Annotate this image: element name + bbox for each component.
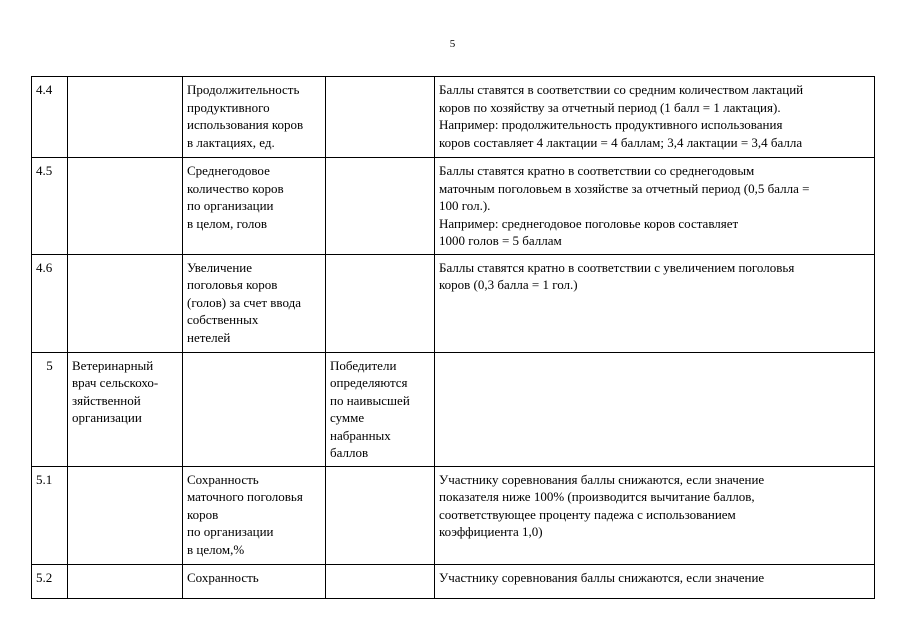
- indicator-cell: Среднегодовое количество коров по организации в целом, голов: [183, 158, 326, 255]
- rules-cell: Баллы ставятся кратно в соответствии со среднегодовым маточным поголовьем в хозяйстве за отчетный период (0,5 балла = 100 гол.). Например: среднегодовое поголовье коров составляет 1000 голов = 5 баллам: [435, 158, 875, 255]
- row-number: 5.1: [32, 466, 68, 564]
- winners-cell-empty: [326, 158, 435, 255]
- nomination-cell-empty: [68, 158, 183, 255]
- criteria-table: [31, 76, 875, 599]
- row-number: 4.4: [32, 77, 68, 158]
- rules-cell-empty: [435, 352, 875, 466]
- winners-cell-empty: [326, 564, 435, 598]
- rules-cell: Участнику соревнования баллы снижаются, если значение: [435, 564, 875, 598]
- winners-cell-empty: [326, 254, 435, 352]
- page-number: 5: [449, 38, 456, 50]
- winners-cell-empty: [326, 77, 435, 158]
- indicator-cell: Сохранность маточного поголовья коров по организации в целом,%: [183, 466, 326, 564]
- row-number: 5: [32, 352, 68, 466]
- indicator-cell: Продолжительность продуктивного использования коров в лактациях, ед.: [183, 77, 326, 158]
- nomination-cell-empty: [68, 564, 183, 598]
- row-number: 4.6: [32, 254, 68, 352]
- indicator-cell-empty: [183, 352, 326, 466]
- nomination-cell-empty: [68, 77, 183, 158]
- table-row-4-6: [32, 254, 875, 352]
- winners-cell-empty: [326, 466, 435, 564]
- row-number: 4.5: [32, 158, 68, 255]
- nomination-cell-empty: [68, 466, 183, 564]
- indicator-cell: Увеличение поголовья коров (голов) за счет ввода собственных нетелей: [183, 254, 326, 352]
- rules-cell: Участнику соревнования баллы снижаются, если значение показателя ниже 100% (производится вычитание баллов, соответствующее проценту падежа с использованием коэффициента 1,0): [435, 466, 875, 564]
- table-row-5-1: [32, 466, 875, 564]
- rules-cell: Баллы ставятся в соответствии со средним количеством лактаций коров по хозяйству за отчетный период (1 балл = 1 лактация). Например: продолжительность продуктивного использования коров составляет 4 лактации = 4 баллам; 3,4 лактации = 3,4 балла: [435, 77, 875, 158]
- row-number: 5.2: [32, 564, 68, 598]
- table-row-4-4: [32, 77, 875, 158]
- table-row-5-2: [32, 564, 875, 598]
- nomination-cell-empty: [68, 254, 183, 352]
- indicator-cell: Сохранность: [183, 564, 326, 598]
- table-row-5: [32, 352, 875, 466]
- rules-cell: Баллы ставятся кратно в соответствии с увеличением поголовья коров (0,3 балла = 1 гол.): [435, 254, 875, 352]
- nomination-cell: Ветеринарный врач сельскохо- зяйственной организации: [68, 352, 183, 466]
- table-row-4-5: [32, 158, 875, 255]
- winners-cell: Победители определяются по наивысшей сумме набранных баллов: [326, 352, 435, 466]
